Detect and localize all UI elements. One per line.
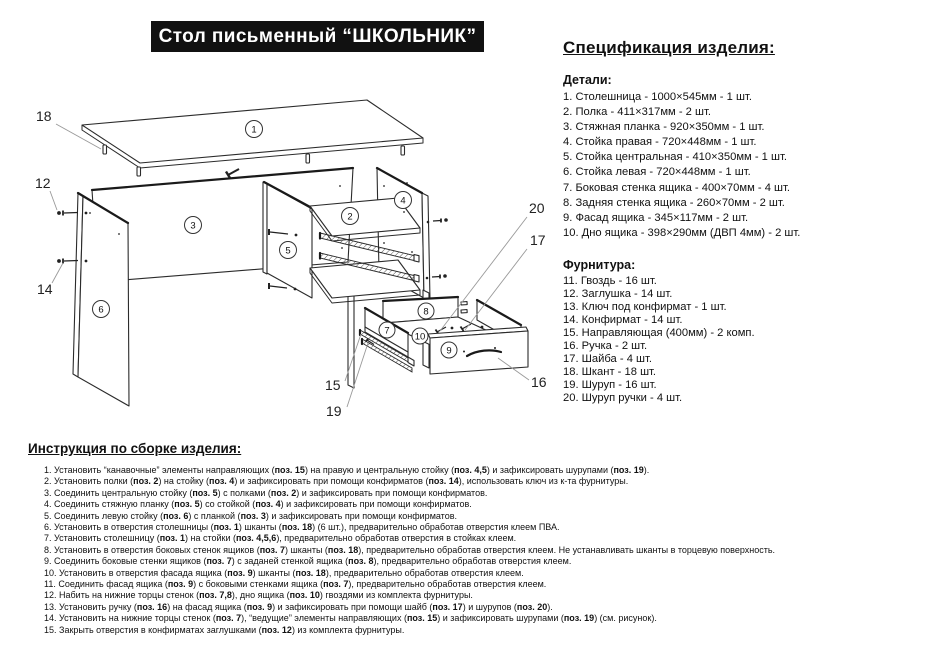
svg-text:8: 8 — [423, 306, 429, 318]
list-line: 4. Стойка правая - 720×448мм - 1 шт. — [563, 136, 757, 149]
part-marker-1 — [246, 121, 263, 138]
instructions-heading: Инструкция по сборке изделия: — [28, 441, 242, 456]
instructions-list — [28, 465, 928, 636]
callout-20: 20 — [529, 200, 545, 216]
part-marker-3 — [185, 217, 202, 234]
specification-section — [563, 38, 933, 405]
svg-text:1: 1 — [251, 124, 257, 136]
list-line: 11. Соединить фасад ящика (поз. 9) с боковыми стенками ящика (поз. 7), предварительно обработав отверстия клеем. — [44, 579, 547, 590]
list-line: 6. Стойка левая - 720×448мм - 1 шт. — [563, 166, 751, 179]
list-line: 12. Набить на нижние торцы стенок (поз. 7,8), дно ящика (поз. 10) гвоздями из комплекта фурнитуры. — [44, 590, 473, 601]
list-line: 3. Стяжная планка - 920×350мм - 1 шт. — [563, 121, 765, 134]
list-line: 10. Установить в отверстия фасада ящика (поз. 9) шканты (поз. 18), предварительно обработав отверстия клеем. — [44, 567, 524, 578]
exploded-view-diagram — [0, 0, 560, 440]
svg-text:5: 5 — [285, 245, 291, 257]
list-line: 3. Соединить центральную стойку (поз. 5) с полками (поз. 2) и зафиксировать при помощи конфирматов. — [44, 487, 488, 498]
list-line: 2. Установить полки (поз. 2) на стойку (поз. 4) и зафиксировать при помощи конфирматов (поз. 14), использовать ключ из к-та фурнитуры. — [44, 476, 629, 487]
dowel-icon — [137, 167, 141, 176]
spec-heading: Спецификация изделия: — [563, 38, 775, 57]
tabletop-part — [82, 100, 423, 176]
list-line: 2. Полка - 411×317мм - 2 шт. — [563, 106, 711, 119]
list-line: 1. Столешница - 1000×545мм - 1 шт. — [563, 91, 752, 103]
dowel-icon — [103, 145, 107, 154]
product-title-text: Стол письменный “ШКОЛЬНИК” — [158, 26, 477, 47]
list-line: 5. Стойка центральная - 410×350мм - 1 шт. — [563, 151, 787, 164]
stretcher-plank-part — [92, 168, 353, 282]
svg-text:6: 6 — [98, 304, 104, 316]
list-line: 12. Заглушка - 14 шт. — [563, 287, 673, 300]
svg-text:9: 9 — [446, 345, 452, 357]
hardware-list — [563, 275, 933, 405]
list-line: 19. Шуруп - 16 шт. — [563, 378, 657, 391]
dowel-icon — [306, 154, 310, 163]
central-stand-leg — [348, 292, 354, 388]
part-marker-7 — [379, 322, 395, 338]
list-line: 13. Установить ручку (поз. 16) на фасад ящика (поз. 9) и зафиксировать при помощи шайб (поз. 17) и шурупов (поз. 20). — [44, 601, 553, 612]
list-line: 14. Конфирмат - 14 шт. — [563, 313, 683, 326]
list-line: 10. Дно ящика - 398×290мм (ДВП 4мм) - 2 шт. — [563, 226, 801, 239]
assembly-instructions-section — [28, 441, 928, 636]
list-line: 15. Закрыть отверстия в конфирматах заглушками (поз. 12) из комплекта фурнитуры. — [44, 624, 405, 635]
callout-16: 16 — [531, 374, 547, 390]
dowel-icon — [461, 310, 467, 313]
list-line: 20. Шуруп ручки - 4 шт. — [563, 391, 683, 404]
screw-icon — [226, 169, 239, 178]
svg-text:3: 3 — [190, 220, 196, 232]
part-marker-8 — [418, 303, 434, 319]
list-line: 8. Установить в отверстия боковых стенок ящиков (поз. 7) шканты (поз. 18), предварительно обработав отверстия клеем. Не устанавливать шканты в торцевую поверхность. — [44, 544, 776, 555]
leader-line — [52, 263, 63, 283]
svg-text:7: 7 — [384, 325, 390, 337]
list-line: 14. Установить на нижние торцы стенок (поз. 7), “ведущие” элементы направляющих (поз. 15) и зафиксировать шурупами (поз. 19) (см. рисунок). — [44, 613, 657, 624]
callout-19: 19 — [326, 403, 342, 419]
part-marker-6 — [93, 301, 110, 318]
list-line: 4. Соединить стяжную планку (поз. 5) со стойкой (поз. 4) и зафиксировать при помощи конфирматов. — [44, 499, 472, 510]
callout-17: 17 — [530, 232, 546, 248]
list-line: 6. Установить в отверстия столешницы (поз. 1) шканты (поз. 18) (6 шт.), предварительно обработав отверстия клеем ПВА. — [44, 522, 560, 533]
leader-line — [50, 191, 57, 210]
list-line: 17. Шайба - 4 шт. — [563, 352, 652, 365]
list-line: 9. Соединить боковые стенки ящиков (поз. 7) с заданей стенкой ящика (поз. 8), предварительно обработав отверстия клеем. — [44, 556, 572, 567]
list-line: 16. Ручка - 2 шт. — [563, 339, 648, 352]
list-line: 15. Направляющая (400мм) - 2 комп. — [563, 326, 755, 339]
list-line: 7. Боковая стенка ящика - 400×70мм - 4 шт. — [563, 181, 790, 194]
callout-15: 15 — [325, 377, 341, 393]
list-line: 11. Гвоздь - 16 шт. — [563, 274, 657, 287]
part-marker-10 — [412, 328, 428, 344]
part-marker-9 — [441, 342, 457, 358]
list-line: 8. Задняя стенка ящика - 260×70мм - 2 шт. — [563, 196, 785, 209]
hardware-heading: Фурнитура: — [563, 257, 636, 272]
list-line: 5. Соединить левую стойку (поз. 6) с планкой (поз. 3) и зафиксировать при помощи конфирматов. — [44, 510, 457, 521]
details-heading: Детали: — [563, 73, 612, 87]
callout-12: 12 — [35, 175, 51, 191]
list-line: 1. Установить “канавочные” элементы направляющих (поз. 15) на правую и центральную стойку (поз. 4,5) и зафиксировать шурупами (поз. 19). — [44, 465, 650, 475]
screw-icon — [427, 219, 447, 223]
part-marker-4 — [395, 192, 412, 209]
part-marker-5 — [280, 242, 297, 259]
svg-text:2: 2 — [347, 211, 353, 223]
dowel-icon — [401, 146, 405, 155]
list-line: 7. Установить столешницу (поз. 1) на стойки (поз. 4,5,6), предварительно обработав отверстия в стойках клеем. — [44, 533, 517, 544]
svg-text:4: 4 — [400, 195, 406, 207]
svg-text:10: 10 — [414, 331, 426, 343]
list-line: 13. Ключ под конфирмат - 1 шт. — [563, 300, 727, 313]
callout-14: 14 — [37, 281, 53, 297]
list-line: 18. Шкант - 18 шт. — [563, 365, 657, 378]
details-list — [563, 90, 933, 241]
left-stand-part — [73, 193, 129, 406]
callout-18: 18 — [36, 108, 52, 124]
list-line: 9. Фасад ящика - 345×117мм - 2 шт. — [563, 211, 749, 224]
part-marker-2 — [342, 208, 359, 225]
